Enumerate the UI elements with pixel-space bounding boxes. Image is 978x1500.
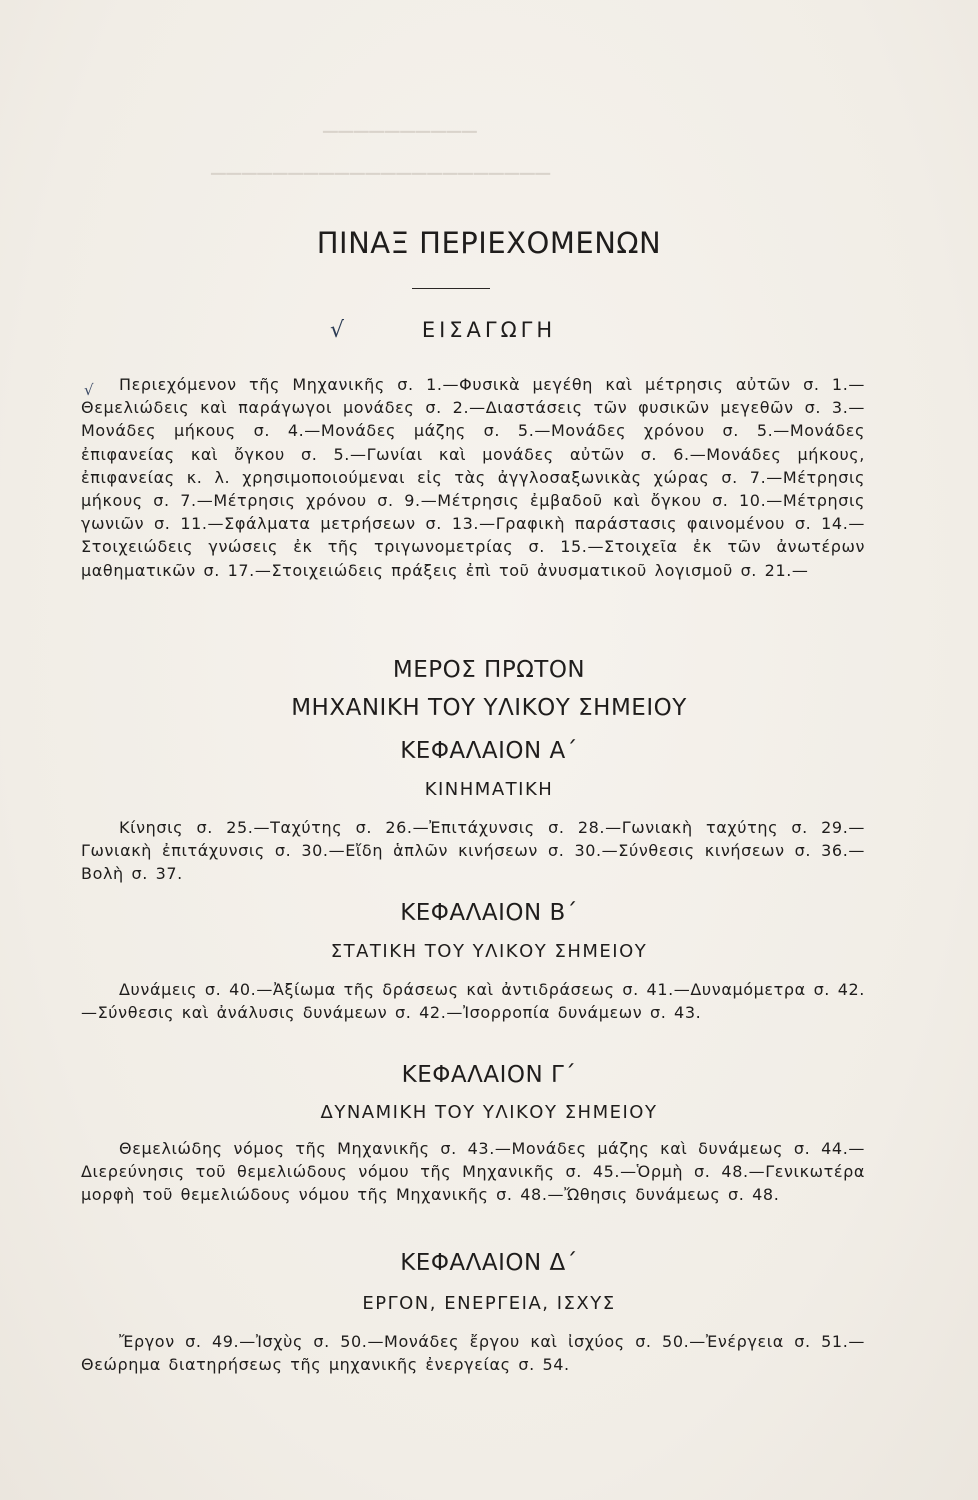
chapter-a-contents-paragraph: Κίνησις σ. 25.—Ταχύτης σ. 26.—Ἐπιτάχυνσις σ. 28.—Γωνιακὴ ταχύτης σ. 29.—Γωνιακὴ ἐπιτάχυνσις σ. 30.—Εἴδη ἁπλῶν κινήσεων σ. 30.—Σύνθεσις κινήσεων σ. 36.—Βολὴ σ. 37.: [81, 818, 865, 884]
page-title: ΠΙΝΑΞ ΠΕΡΙΕΧΟΜΕΝΩΝ: [316, 226, 662, 260]
show-through-decoration: ──────────: [322, 118, 477, 146]
chapter-d-subheading: ΕΡΓΟΝ, ΕΝΕΡΓΕΙΑ, ΙΣΧΥΣ: [362, 1293, 616, 1314]
part-heading: ΜΕΡΟΣ ΠΡΩΤΟΝ: [392, 657, 586, 683]
handwritten-margin-mark-icon: √: [84, 381, 94, 399]
intro-heading: ΕΙΣΑΓΩΓΗ: [421, 318, 557, 342]
title-divider: [412, 288, 490, 289]
chapter-a-heading: ΚΕΦΑΛΑΙΟΝ Α΄: [400, 738, 578, 764]
handwritten-check-icon: √: [330, 318, 345, 343]
part-subheading: ΜΗΧΑΝΙΚΗ ΤΟΥ ΥΛΙΚΟΥ ΣΗΜΕΙΟΥ: [291, 695, 687, 721]
intro-contents-paragraph: Περιεχόμενον τῆς Μηχανικῆς σ. 1.—Φυσικὰ μεγέθη καὶ μέτρησις αὐτῶν σ. 1.—Θεμελιώδεις καὶ παράγωγοι μονάδες σ. 2.—Διαστάσεις τῶν φυσικῶν μεγεθῶν σ. 3.—Μονάδες μήκους σ. 4.—Μονάδες μάζης σ. 5.—Μονάδες χρόνου σ. 5.—Μονάδες ἐπιφανείας καὶ ὄγκου σ. 5.—Γωνίαι καὶ μονάδες αὐτῶν σ. 6.—Μονάδες μήκους, ἐπιφανείας κ. λ. χρησιμοποιούμεναι εἰς τὰς ἀγγλοσαξωνικὰς χώρας σ. 7.—Μέτρησις μήκους σ. 7.—Μέτρησις χρόνου σ. 9.—Μέτρησις ἐμβαδοῦ καὶ ὄγκου σ. 10.—Μέτρησις γωνιῶν σ. 11.—Σφάλματα μετρήσεων σ. 13.—Γραφικὴ παράστασις φαινομένου σ. 14.—Στοιχειώδεις γνώσεις ἐκ τῆς τριγωνομετρίας σ. 15.—Στοιχεῖα ἐκ τῶν ἀνωτέρων μαθηματικῶν σ. 17.—Στοιχειώδεις πράξεις ἐπὶ τοῦ ἀνυσματικοῦ λογισμοῦ σ. 21.—: [81, 375, 865, 580]
chapter-b-contents-paragraph: Δυνάμεις σ. 40.—Ἀξίωμα τῆς δράσεως καὶ ἀντιδράσεως σ. 41.—Δυναμόμετρα σ. 42.—Σύνθεσις καὶ ἀνάλυσις δυνάμεων σ. 42.—Ἰσορροπία δυνάμεων σ. 43.: [81, 980, 865, 1023]
chapter-d-heading: ΚΕΦΑΛΑΙΟΝ Δ΄: [400, 1250, 578, 1276]
chapter-c-subheading: ΔΥΝΑΜΙΚΗ ΤΟΥ ΥΛΙΚΟΥ ΣΗΜΕΙΟΥ: [320, 1102, 658, 1123]
chapter-b-subheading: ΣΤΑΤΙΚΗ ΤΟΥ ΥΛΙΚΟΥ ΣΗΜΕΙΟΥ: [330, 941, 648, 962]
chapter-b-heading: ΚΕΦΑΛΑΙΟΝ Β΄: [400, 900, 578, 926]
chapter-d-contents-paragraph: Ἔργον σ. 49.—Ἰσχὺς σ. 50.—Μονάδες ἔργου καὶ ἰσχύος σ. 50.—Ἐνέργεια σ. 51.—Θεώρημα διατηρήσεως τῆς μηχανικῆς ἐνεργείας σ. 54.: [81, 1332, 865, 1375]
chapter-a-subheading: ΚΙΝΗΜΑΤΙΚΗ: [424, 779, 554, 800]
show-through-decoration: ──────────────────────: [210, 160, 550, 188]
chapter-c-heading: ΚΕΦΑΛΑΙΟΝ Γ΄: [401, 1062, 577, 1088]
chapter-c-contents-paragraph: Θεμελιώδης νόμος τῆς Μηχανικῆς σ. 43.—Μονάδες μάζης καὶ δυνάμεως σ. 44.—Διερεύνησις τοῦ θεμελιώδους νόμου τῆς Μηχανικῆς σ. 45.—Ὁρμὴ σ. 48.—Γενικωτέρα μορφὴ τοῦ θεμελιώδους νόμου τῆς Μηχανικῆς σ. 48.—Ὤθησις δυνάμεως σ. 48.: [81, 1139, 865, 1205]
